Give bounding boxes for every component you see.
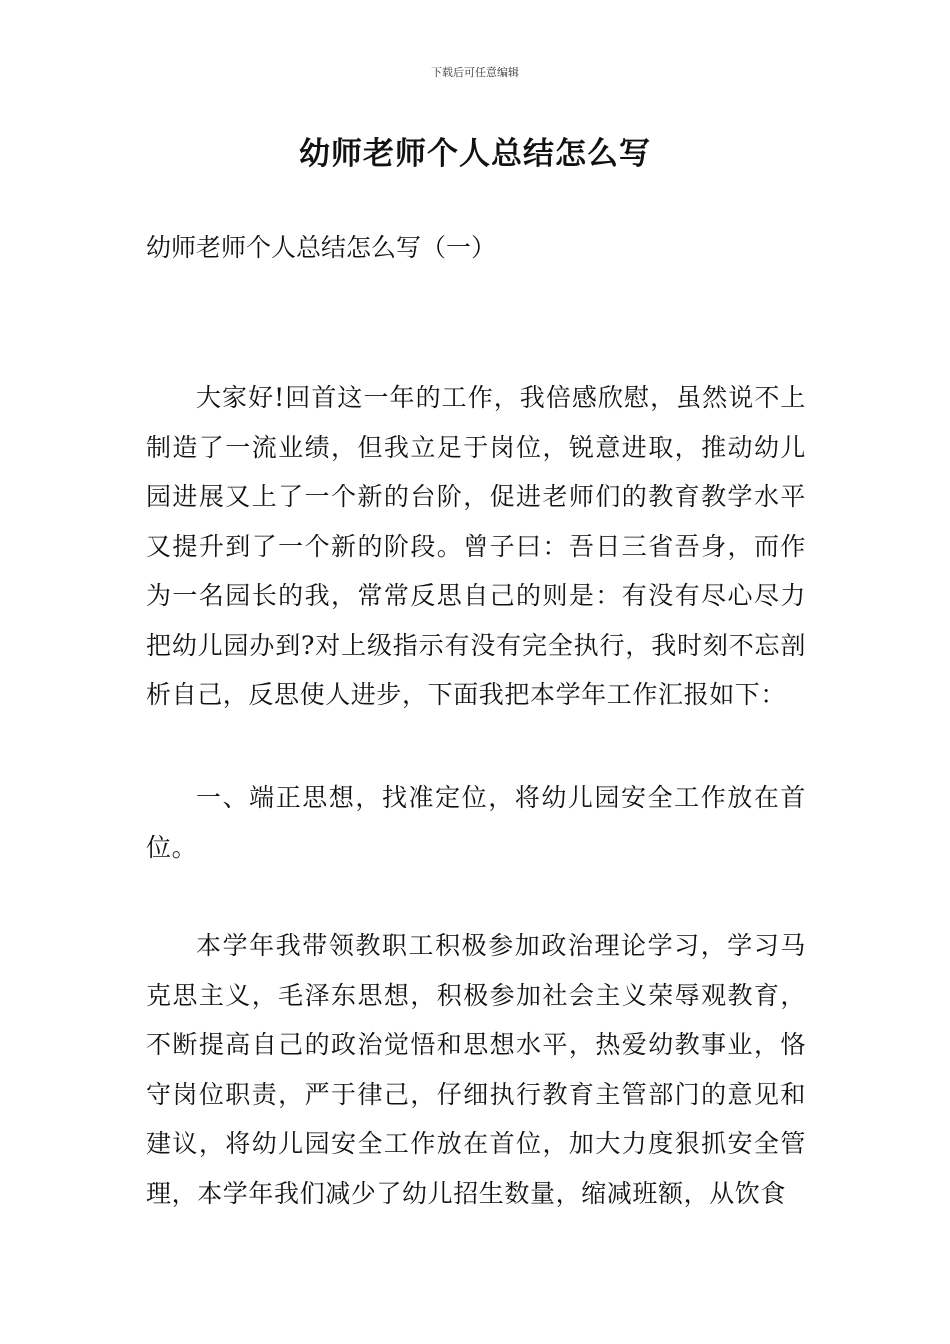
paragraph-body: 本学年我带领教职工积极参加政治理论学习，学习马克思主义，毛泽东思想，积极参加社会主义荣辱观教育，不断提高自己的政治觉悟和思想水平，热爱幼教事业，恪守岗位职责，严于律己，仔细执行教育主管部门的意见和建议，将幼儿园安全工作放在首位，加大力度狠抓安全管理，本学年我们减少了幼儿招生数量，缩减班额，从饮食 xyxy=(146,931,806,1208)
paragraph-heading-one: 一、端正思想，找准定位，将幼儿园安全工作放在首位。 xyxy=(146,783,806,862)
paragraph-intro: 大家好!回首这一年的工作，我倍感欣慰，虽然说不上制造了一流业绩，但我立足于岗位，锐意进取，推动幼儿园进展又上了一个新的台阶，促进老师们的教育教学水平又提升到了一个新的阶段。曾子曰：吾日三省吾身，而作为一名园长的我，常常反思自己的则是：有没有尽心尽力把幼儿园办到?对上级指示有没有完全执行，我时刻不忘剖析自己，反思使人进步，下面我把本学年工作汇报如下： xyxy=(146,383,806,709)
document-title: 幼师老师个人总结怎么写 xyxy=(299,136,651,172)
section-subtitle: 幼师老师个人总结怎么写（一） xyxy=(146,233,497,262)
header-note: 下载后可任意编辑 xyxy=(431,66,519,79)
